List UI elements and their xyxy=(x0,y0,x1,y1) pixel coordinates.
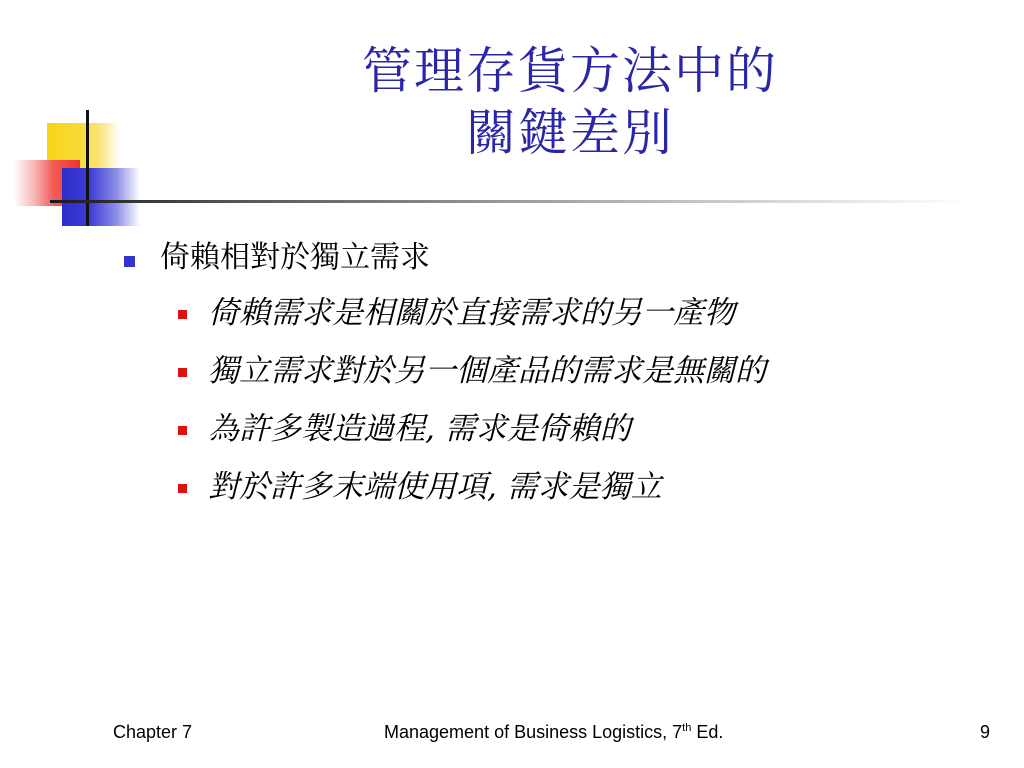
decorative-blue-square xyxy=(62,168,140,226)
square-bullet-icon xyxy=(124,256,135,267)
square-bullet-icon xyxy=(178,484,187,493)
bullet-text: 為許多製造過程, 需求是倚賴的 xyxy=(208,411,631,447)
bullet-text: 獨立需求對於另一個產品的需求是無關的 xyxy=(208,353,766,389)
bullet-level-2 xyxy=(118,284,998,342)
square-bullet-icon xyxy=(178,368,187,377)
bullet-level-2 xyxy=(118,342,998,400)
bullet-text: 倚賴相對於獨立需求 xyxy=(160,240,430,275)
footer-chapter: Chapter 7 xyxy=(113,722,193,742)
bullet-text: 對於許多末端使用項, 需求是獨立 xyxy=(208,469,662,505)
page-number: 9 xyxy=(980,722,991,742)
title-divider-line xyxy=(50,200,970,203)
slide-title-line-1: 管理存貨方法中的 xyxy=(362,42,778,100)
square-bullet-icon xyxy=(178,426,187,435)
square-bullet-icon xyxy=(178,310,187,319)
footer-book-title xyxy=(384,722,723,743)
slide-title xyxy=(290,40,850,164)
bullet-text: 倚賴需求是相關於直接需求的另一產物 xyxy=(208,295,735,331)
bullet-level-2 xyxy=(118,400,998,458)
slide-body xyxy=(118,232,998,516)
footer-edition-superscript: th xyxy=(682,722,692,734)
slide-title-line-2: 關鍵差別 xyxy=(466,104,674,162)
bullet-level-2 xyxy=(118,458,998,516)
footer-book-title-text: Management of Business Logistics, 7 xyxy=(384,722,683,742)
footer-edition-suffix: Ed. xyxy=(691,722,724,742)
decorative-vertical-line xyxy=(86,110,89,226)
bullet-level-1 xyxy=(118,232,998,284)
